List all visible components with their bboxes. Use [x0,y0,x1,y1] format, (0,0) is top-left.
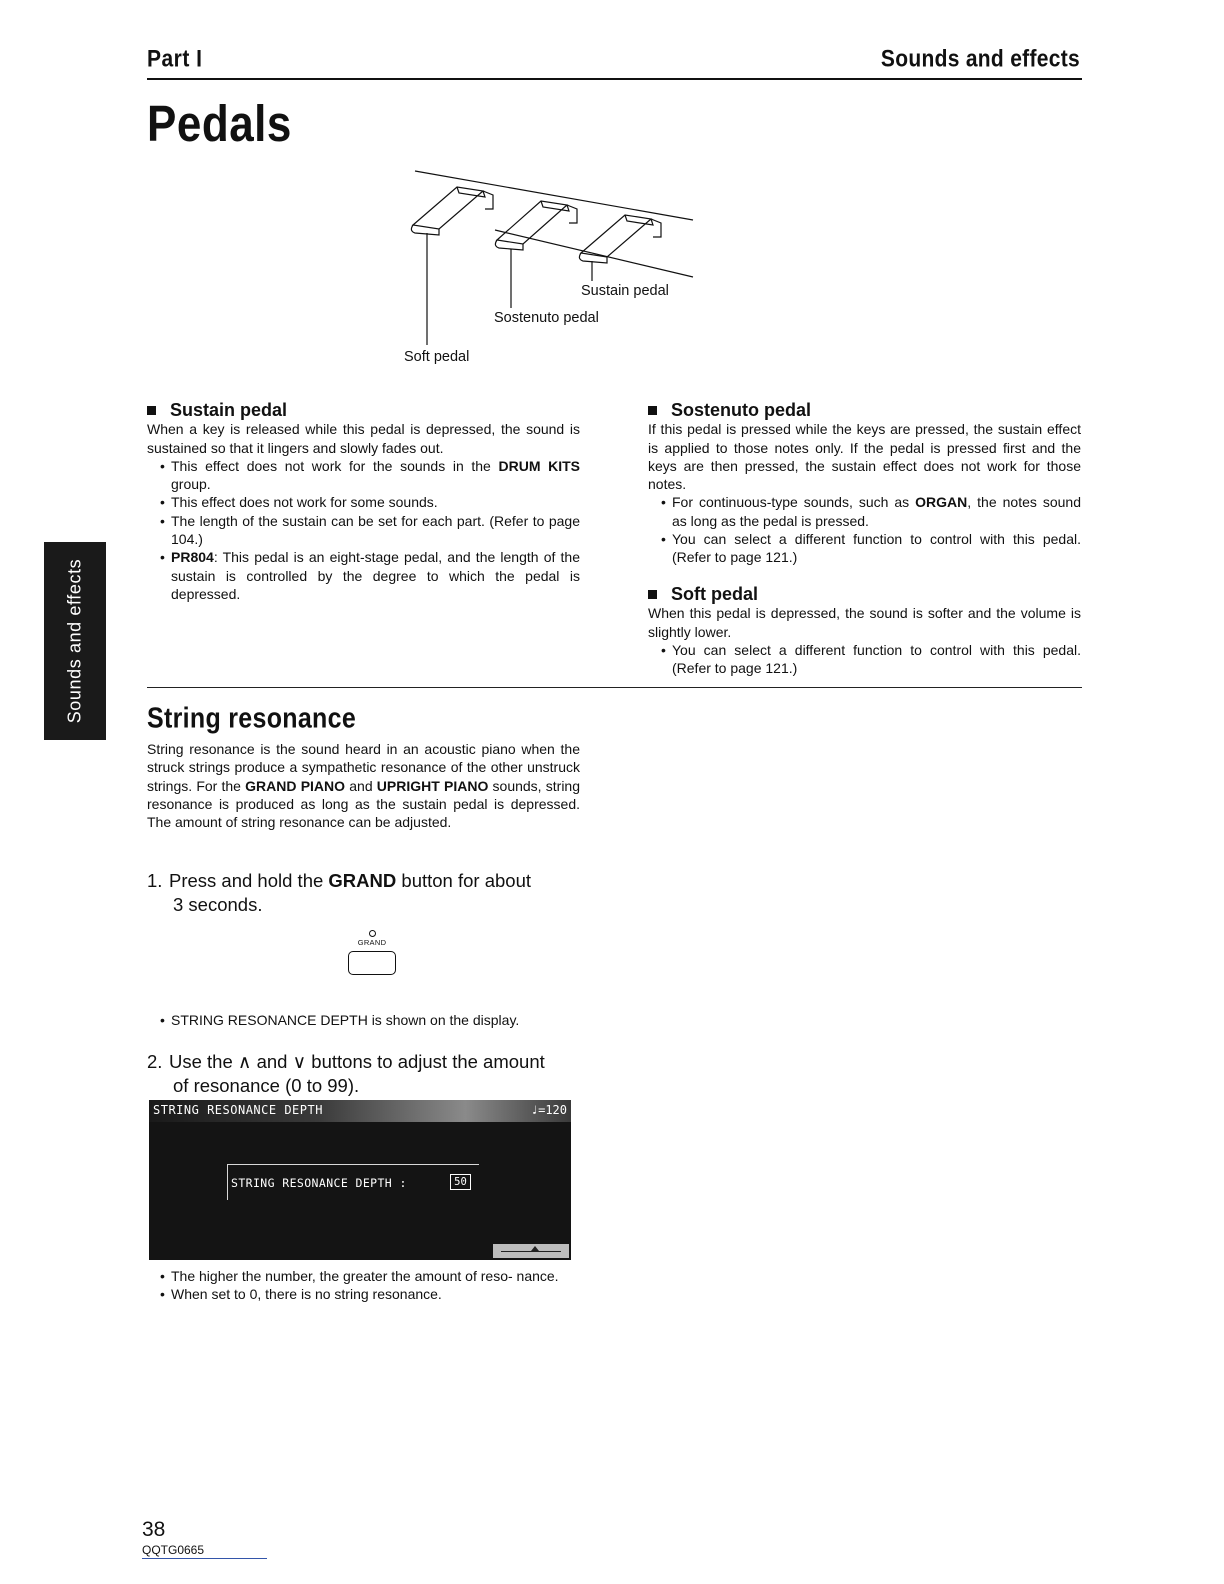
list-item: • When set to 0, there is no string resonance. [147,1285,580,1303]
list-item: • PR804: This pedal is an eight-stage pedal, and the length of the sustain is controlled by the degree to which the pedal is depressed. [147,548,580,603]
section-divider [147,687,1082,688]
list-item: • You can select a different function to control with this pedal. (Refer to page 121.) [648,530,1081,567]
pedal-diagram [395,165,705,380]
sostenuto-heading: Sostenuto pedal [648,401,1081,419]
lcd-frame-line [227,1164,479,1165]
down-arrow-icon: ∨ [292,1051,307,1072]
list-item: • The length of the sustain can be set for each part. (Refer to page 104.) [147,512,580,549]
lcd-display [149,1100,571,1260]
soft-section [648,585,1081,677]
grand-button-label: GRAND [357,938,387,947]
lcd-title: STRING RESONANCE DEPTH [153,1103,323,1117]
sustain-section [147,401,580,603]
sustain-heading: Sustain pedal [147,401,580,419]
step-1-note [147,1011,587,1029]
pedal-diagram-drawing [395,165,705,375]
step-1: 1. Press and hold the GRAND button for about 3 seconds. [147,870,532,915]
soft-bullets [648,641,1081,678]
header-part: Part I [147,46,203,73]
list-item: • The higher the number, the greater the amount of reso- nance. [147,1267,580,1285]
side-tab [44,542,106,740]
slider-pointer-icon [531,1246,539,1251]
square-bullet-icon [648,406,657,415]
list-item: • For continuous-type sounds, such as ORGAN, the notes sound as long as the pedal is pressed. [648,493,1081,530]
header-rule [147,78,1082,80]
side-tab-label: Sounds and effects [64,558,85,724]
sustain-pedal-label: Sustain pedal [581,283,669,299]
list-item: • STRING RESONANCE DEPTH is shown on the display. [147,1011,587,1029]
step-2: 2. Use the ∧ and ∨ buttons to adjust the amount of resonance (0 to 99). [147,1051,545,1096]
list-item: • This effect does not work for some sounds. [147,493,580,511]
list-item: • You can select a different function to control with this pedal. (Refer to page 121.) [648,641,1081,678]
display-notes [147,1267,580,1304]
sustain-bullets [147,457,580,603]
page-number: 38 [142,1518,166,1541]
lcd-slider [493,1244,569,1258]
sostenuto-pedal-label: Sostenuto pedal [494,310,599,326]
sostenuto-bullets [648,493,1081,566]
grand-button[interactable] [346,930,398,975]
soft-pedal-label: Soft pedal [404,349,470,365]
string-resonance-intro: String resonance is the sound heard in an acoustic piano when the struck strings produce a sympathetic resonance of the other unstruck strings. For the GRAND PIANO and UPRIGHT PIANO sounds, string resonance is produced as long as the sustain pedal is depressed. The amount of string resonance can be adjusted. [147,741,580,831]
square-bullet-icon [648,590,657,599]
sustain-intro: When a key is released while this pedal is depressed, the sound is sustained so that it lingers and slowly fades out. [147,421,580,456]
sostenuto-intro: If this pedal is pressed while the keys are pressed, the sustain effect is applied to those notes only. If the pedal is pressed first and the keys are then pressed, the sustain effect does not work for those notes. [648,421,1081,493]
up-arrow-icon: ∧ [237,1051,252,1072]
lcd-tempo: ♩=120 [530,1103,567,1117]
header-section: Sounds and effects [880,46,1080,73]
lcd-parameter-value[interactable]: 50 [450,1174,471,1190]
lcd-title-bar [149,1100,571,1122]
step-number: 2. [147,1051,163,1072]
button-outline-icon [348,951,396,975]
document-code: QQTG0665 [142,1543,205,1557]
footer-rule [142,1558,267,1559]
string-resonance-title: String resonance [147,702,357,735]
page-title: Pedals [147,96,292,153]
step-number: 1. [147,870,163,891]
sostenuto-section [648,401,1081,567]
soft-intro: When this pedal is depressed, the sound is softer and the volume is slightly lower. [648,605,1081,640]
led-indicator-icon [369,930,376,937]
soft-heading: Soft pedal [648,585,1081,603]
lcd-frame-line [227,1164,228,1200]
square-bullet-icon [147,406,156,415]
lcd-parameter-label: STRING RESONANCE DEPTH : [231,1176,407,1190]
list-item: • This effect does not work for the sounds in the DRUM KITS group. [147,457,580,494]
